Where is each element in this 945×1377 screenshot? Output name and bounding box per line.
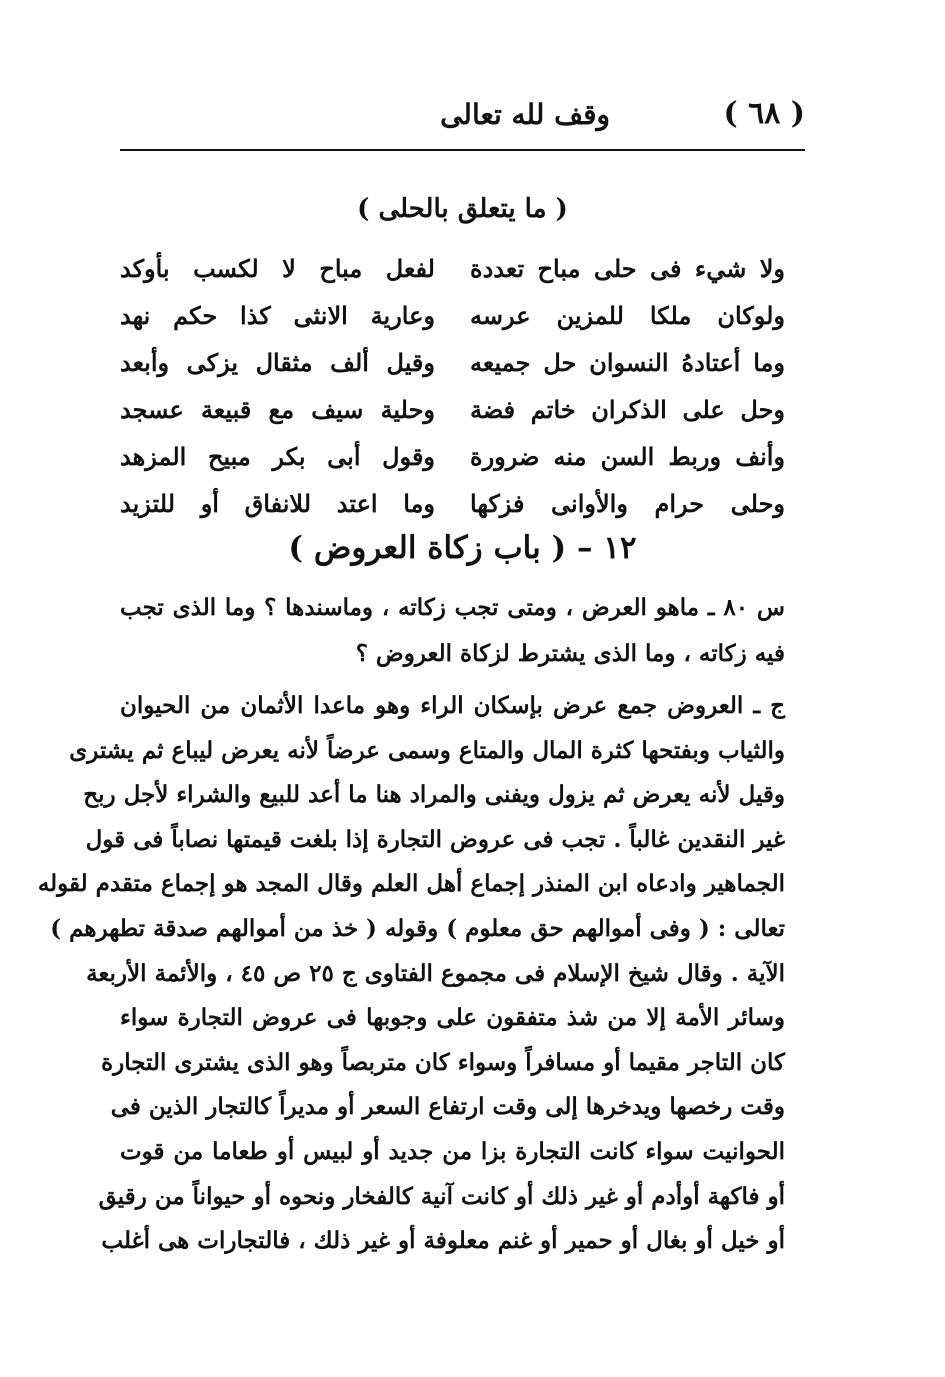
verse-first-hemistich: وأنف وربط السن منه ضرورة (470, 442, 785, 471)
poem-verse (120, 245, 785, 292)
verse-first-hemistich: وحل على الذكران خاتم فضة (470, 395, 785, 424)
poem-verse (120, 433, 785, 480)
answer-line: أو خيل أو بغال أو حمير أو غنم معلوفة أو غير ذلك ، فالتجارات هى أغلب (101, 1227, 785, 1255)
answer-line: ج ـ العروض جمع عرض بإسكان الراء وهو ماعدا الأثمان من الحيوان (120, 692, 785, 719)
header-rule (120, 149, 805, 151)
answer-line: الجماهير وادعاه ابن المنذر إجماع أهل العلم وقال المجد هو إجماع متقدم لقوله (37, 870, 785, 898)
verse-first-hemistich: وحلى حرام والأوانى فزكها (470, 489, 785, 518)
header-title: وقف لله تعالى (440, 98, 610, 131)
answer-line: أو فاكهة أوأدم أو غير ذلك أو كانت آنية كالفخار ونحوه أو حيواناً من رقيق (98, 1182, 785, 1210)
question-line: فيه زكاته ، وما الذى يشترط لزكاة العروض ؟ (355, 640, 785, 667)
answer-line: غير النقدين غالباً . تجب فى عروض التجارة إذا بلغت قيمتها نصاباً فى قول (85, 825, 785, 853)
poem-verse (120, 386, 785, 433)
answer-paragraph (37, 684, 785, 1264)
poem-verse (120, 480, 785, 527)
answer-line: الحوانيت سواء كانت التجارة بزا من جديد أو لبيس أو طعاما من قوت (120, 1137, 785, 1165)
verse-second-hemistich: وعارية الانثى كذا حكم نهد (120, 301, 435, 330)
verse-second-hemistich: وقيل ألف مثقال يزكى وأبعد (120, 348, 435, 377)
answer-line: وسائر الأمة إلا من شذ متفقون على وجوبها فى عروض التجارة سواء (120, 1004, 785, 1032)
poem-verse (120, 292, 785, 339)
chapter-heading: ١٢ – ( باب زكاة العروض ) (288, 530, 637, 566)
hilya-poem (120, 245, 785, 527)
answer-line: كان التاجر مقيما أو مسافراً وسواء كان متربصاً وهو الذى يشترى التجارة (101, 1048, 785, 1076)
answer-line: وقيل لأنه يعرض ثم يزول ويفنى والمراد هنا ما أعد للبيع والشراء لأجل ربح (83, 781, 785, 809)
verse-second-hemistich: وقول أبى بكر مبيح المزهد (120, 442, 435, 471)
verse-second-hemistich: وما اعتد للانفاق أو للتزيد (120, 489, 435, 518)
verse-first-hemistich: وما أعتادهُ النسوان حل جميعه (470, 348, 785, 377)
page-number: ( ٦٨ ) (723, 96, 805, 131)
question-paragraph (120, 585, 785, 677)
verse-first-hemistich: ولوكان ملكا للمزين عرسه (470, 301, 785, 330)
answer-line: والثياب وبفتحها كثرة المال والمتاع وسمى عرضاً لأنه يعرض ليباع ثم يشترى (69, 736, 785, 764)
verse-second-hemistich: وحلية سيف مع قبيعة عسجد (120, 395, 435, 424)
running-header (120, 92, 805, 142)
verse-second-hemistich: لفعل مباح لا لكسب بأوكد (120, 254, 435, 283)
answer-line: وقت رخصها ويدخرها إلى وقت ارتفاع السعر أو مديراً كالتجار الذين فى (110, 1093, 785, 1121)
verse-first-hemistich: ولا شيء فى حلى مباح تعددة (470, 254, 785, 283)
hilya-section-heading: ( ما يتعلق بالحلى ) (357, 194, 568, 224)
answer-line: الآية . وقال شيخ الإسلام فى مجموع الفتاوى ج ٢٥ ص ٤٥ ، والأئمة الأربعة (86, 959, 785, 987)
poem-verse (120, 339, 785, 386)
answer-line: تعالى : ( وفى أموالهم حق معلوم ) وقوله ( خذ من أموالهم صدقة تطهرهم ) (50, 914, 785, 942)
question-line: س ٨٠ ـ ماهو العرض ، ومتى تجب زكاته ، وماسندها ؟ وما الذى تجب (120, 594, 785, 621)
